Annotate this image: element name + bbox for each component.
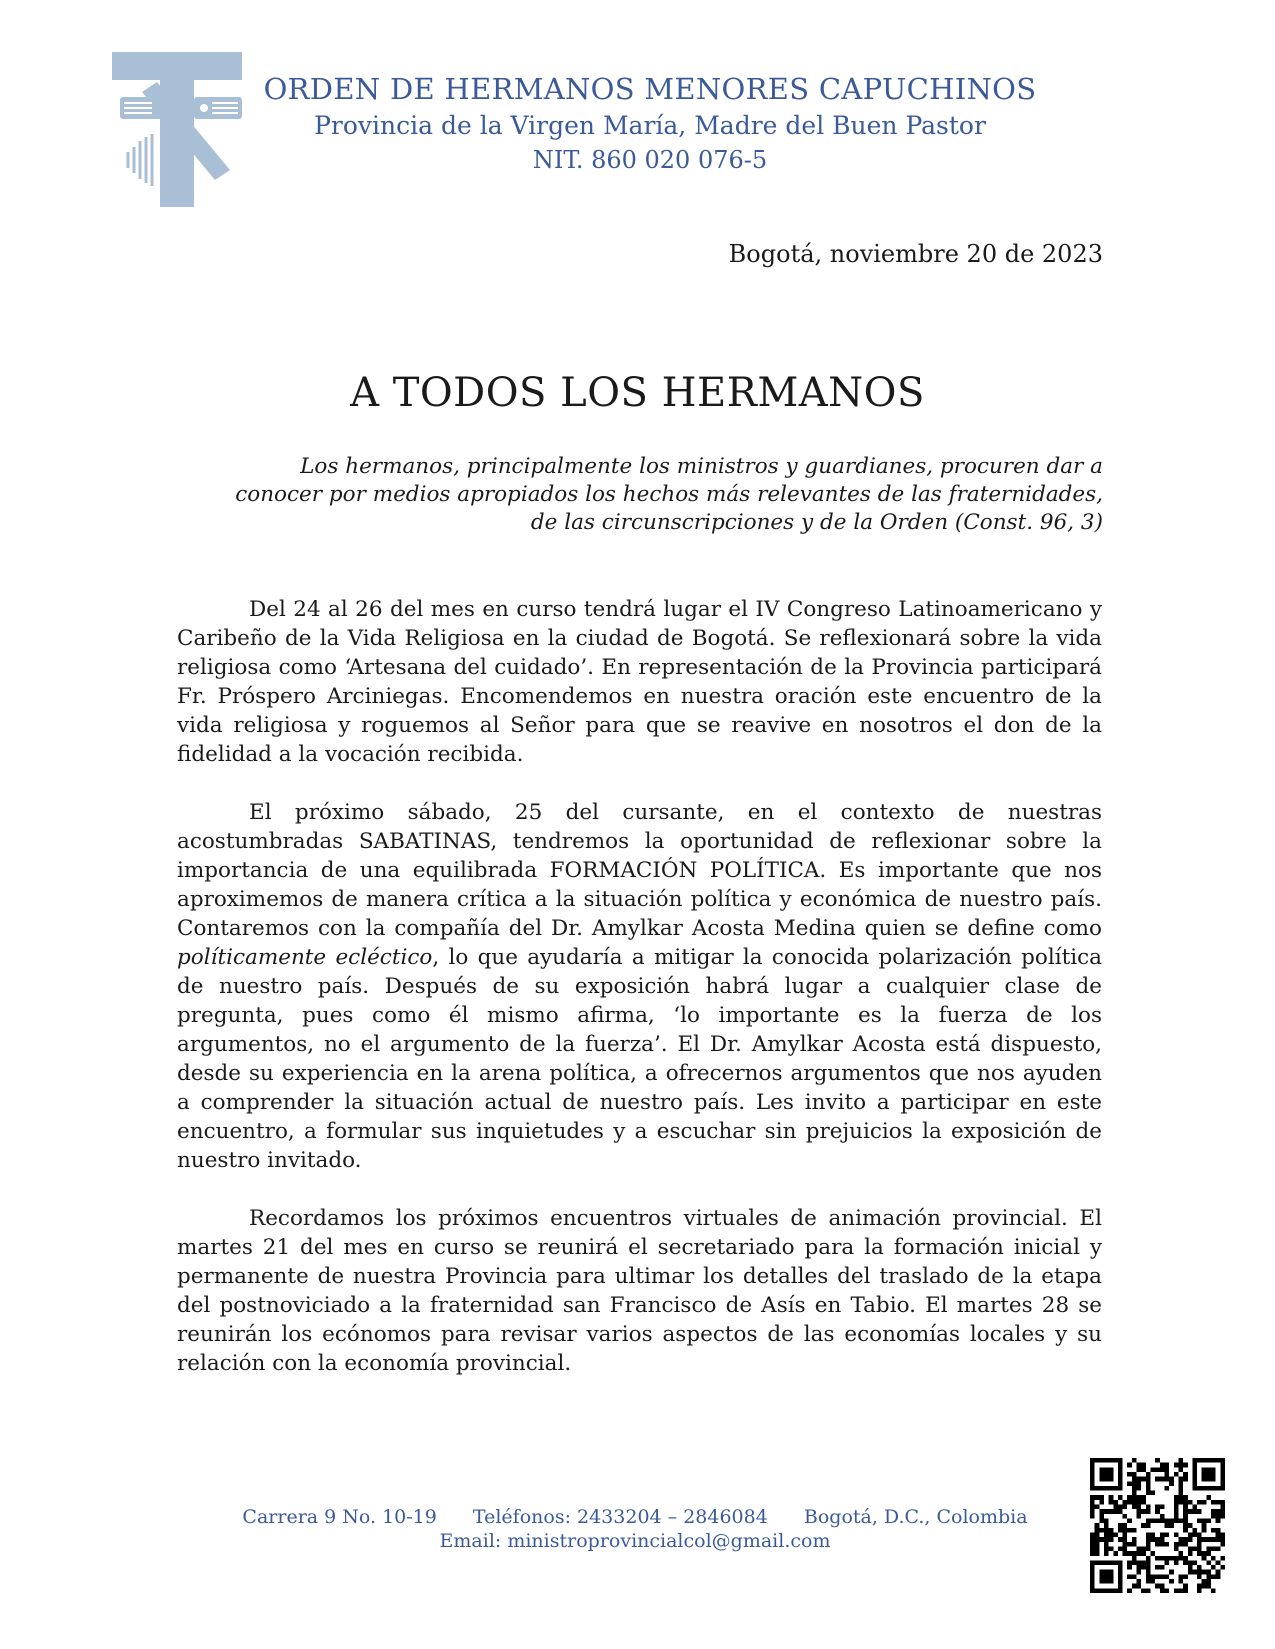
footer-address: Carrera 9 No. 10-19 [242, 1506, 437, 1528]
paragraph-meetings: Recordamos los próximos encuentros virtuales de animación provincial. El martes 21 del mes en curso se reunirá el secretariado para la formación inicial y permanente de nuestra Provincia para ultimar los detalles del traslado de la etapa del postnoviciado a la fraternidad san Francisco de Asís en Tabio. El martes 28 se reunirán los ecónomos para revisar varios aspectos de las economías locales y su relación con la economía provincial. [177, 1206, 1102, 1376]
nit-number: NIT. 860 020 076-5 [532, 146, 768, 174]
paragraph-text: El próximo sábado, 25 del cursante, en el contexto de nuestras acostumbradas SABATINAS, tendremos la oportunidad de reflexionar sobre la importancia de una equilibrada FORMACIÓN POLÍTICA. Es importante que nos aproximemos de manera crítica a la situación política y económica de nuestro país. Contaremos con la compañía del Dr. Amylkar Acosta Medina quien se define como [177, 800, 1102, 941]
epigraph-line: de las circunscripciones y de la Orden (Const. 96, 3) [530, 510, 1103, 535]
epigraph-line: Los hermanos, principalmente los ministros y guardianes, procuren dar a [300, 454, 1103, 479]
paragraph-text: , lo que ayudaría a mitigar la conocida polarización política de nuestro país. Después de su exposición habrá lugar a cualquier clase de pregunta, pues como él mismo afirma, ‘lo importante es la fuerza de los argumentos, no el argumento de la fuerza’. El Dr. Amylkar Acosta está dispuesto, desde su experiencia en la arena política, a ofrecernos argumentos que nos ayuden a comprender la situación actual de nuestro país. Les invito a participar en este encuentro, a formular sus inquietudes y a escuchar sin prejuicios la exposición de nuestro invitado. [177, 945, 1102, 1173]
epigraph-line: conocer por medios apropiados los hechos más relevantes de las fraternidades, [235, 482, 1103, 507]
qr-code-icon [1090, 1458, 1225, 1593]
letter-title: A TODOS LOS HERMANOS [350, 370, 925, 416]
footer-phones: Teléfonos: 2433204 – 2846084 [472, 1506, 768, 1528]
paragraph-congress: Del 24 al 26 del mes en curso tendrá lugar el IV Congreso Latinoamericano y Caribeño de la Vida Religiosa en la ciudad de Bogotá. Se reflexionará sobre la vida religiosa como ‘Artesana del cuidado’. En representación de la Provincia participará Fr. Próspero Arciniegas. Encomendemos en nuestra oración este encuentro de la vida religiosa y roguemos al Señor para que se reavive en nosotros el don de la fidelidad a la vocación recibida. [177, 597, 1102, 767]
province-name: Provincia de la Virgen María, Madre del Buen Pastor [314, 111, 986, 140]
epigraph-quote [183, 453, 1103, 537]
capuchin-tau-logo-icon [112, 52, 252, 207]
footer-contact [200, 1505, 1070, 1553]
footer-email: Email: ministroprovincialcol@gmail.com [439, 1530, 831, 1552]
paragraph-sabatinas [177, 798, 1102, 1175]
letter-date: Bogotá, noviembre 20 de 2023 [728, 240, 1103, 268]
emphasis-text: políticamente ecléctico [177, 945, 433, 970]
letterhead [250, 70, 1050, 177]
order-name: ORDEN DE HERMANOS MENORES CAPUCHINOS [263, 72, 1037, 106]
letter-body [177, 595, 1102, 1407]
footer-city: Bogotá, D.C., Colombia [803, 1506, 1028, 1528]
